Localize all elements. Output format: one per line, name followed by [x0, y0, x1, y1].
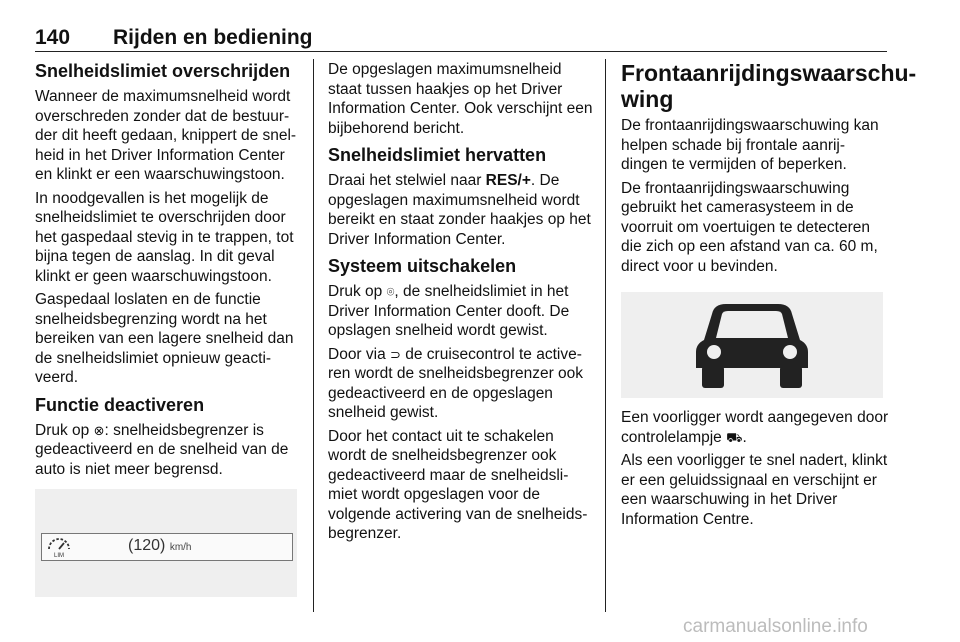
- paragraph-exceed-1: Wanneer de maximumsnelheid wordt overschreden zonder dat de bestuur-der dit heeft gedaan, knippert de snel-heid in het Driver Information Center en klinkt er een waarschuwingstoon.: [35, 88, 297, 183]
- paragraph-deactivate: Druk op ⊗: snelheidsbegrenzer is gedeactiveerd en de snelheid van de auto is niet meer begrensd.: [35, 421, 289, 478]
- limiter-label: LIM: [53, 553, 65, 558]
- column-2: [328, 60, 593, 548]
- column-1: [35, 60, 300, 597]
- paragraph-resume: Draai het stelwiel naar RES/+. De opgeslagen maximumsnelheid wordt bereikt en staat zonder haakjes op het Driver Information Center.: [328, 172, 591, 248]
- watermark: carmanualsonline.info: [683, 616, 868, 637]
- paragraph-fcw-1: De frontaanrijdingswaarschuwing kan helpen schade bij frontale aanrij-dingen te vermijden of beperken.: [621, 117, 879, 173]
- page-header: [35, 26, 887, 50]
- car-front-icon: [688, 300, 816, 390]
- paragraph-exceed-3: Gaspedaal loslaten en de functie snelheidsbegrenzing wordt na het bereiken van een lagere snelheid dan de snelheidslimiet opnieuw geacti-veerd.: [35, 291, 294, 386]
- paragraph-off-3: Door het contact uit te schakelen wordt de snelheidsbegrenzer ook gedeactiveerd maar de snelheidsli-miet wordt opgeslagen voor de volgende activering van de snelheids-begrenzer.: [328, 427, 588, 542]
- heading-deactivate: Functie deactiveren: [35, 394, 205, 415]
- heading-forward-collision-warning: Frontaanrijdingswaarschu-wing: [621, 60, 917, 112]
- speed-limiter-icon: [46, 536, 72, 558]
- limiter-display-panel: [41, 533, 293, 561]
- stored-speed-value: (120) km/h: [128, 537, 192, 554]
- vehicle-ahead-figure: [621, 292, 883, 398]
- column-divider-1: [313, 59, 314, 612]
- paragraph-fcw-4: Als een voorligger te snel nadert, klinkt er een geluidssignaal en verschijnt er een waarschuwing in het Driver Information Centre.: [621, 452, 888, 528]
- limiter-button-icon: ⌾: [386, 284, 395, 299]
- paragraph-stored-speed: De opgeslagen maximumsnelheid staat tussen haakjes op het Driver Information Center. Ook verschijnt een bijbehorend bericht.: [328, 61, 593, 137]
- speed-limiter-display-figure: [35, 489, 297, 597]
- paragraph-off-1: Druk op ⌾, de snelheidslimiet in het Driver Information Center dooft. De opslagen snelheid wordt gewist.: [328, 283, 570, 339]
- speed-unit: km/h: [169, 542, 192, 553]
- header-divider: [35, 51, 887, 52]
- paragraph-fcw-3: Een voorligger wordt aangegeven door controlelampje ⛟.: [621, 409, 889, 446]
- column-3: [621, 60, 917, 533]
- page-number: 140: [35, 26, 71, 49]
- paragraph-off-2: Door via ⊃ de cruisecontrol te active-ren wordt de snelheidsbegrenzer ook gedeactiveerd en de opgeslagen snelheid gewist.: [328, 345, 584, 421]
- heading-exceed-limit: Snelheidslimiet overschrijden: [35, 61, 291, 81]
- cruise-control-icon: ⊃: [390, 346, 401, 362]
- heading-system-off: Systeem uitschakelen: [328, 256, 517, 276]
- limiter-cancel-icon: ⊗: [93, 422, 105, 438]
- res-plus-key: RES/+: [485, 172, 531, 189]
- paragraph-fcw-2: De frontaanrijdingswaarschuwing gebruikt het camerasysteem in de voorruit om voertuigen te detecteren die zich op een afstand van ca. 60 m, direct voor u bevinden.: [621, 179, 878, 275]
- heading-resume: Snelheidslimiet hervatten: [328, 145, 547, 165]
- vehicle-ahead-indicator-icon: ⛟: [726, 429, 743, 445]
- paragraph-exceed-2: In noodgevallen is het mogelijk de snelheidslimiet te overschrijden door het gaspedaal stevig in te trappen, tot bijna tegen de aanslag. In dit geval klinkt er geen waarschuwingstoon.: [35, 189, 294, 285]
- chapter-title: Rijden en bediening: [113, 26, 313, 49]
- column-divider-2: [605, 59, 606, 612]
